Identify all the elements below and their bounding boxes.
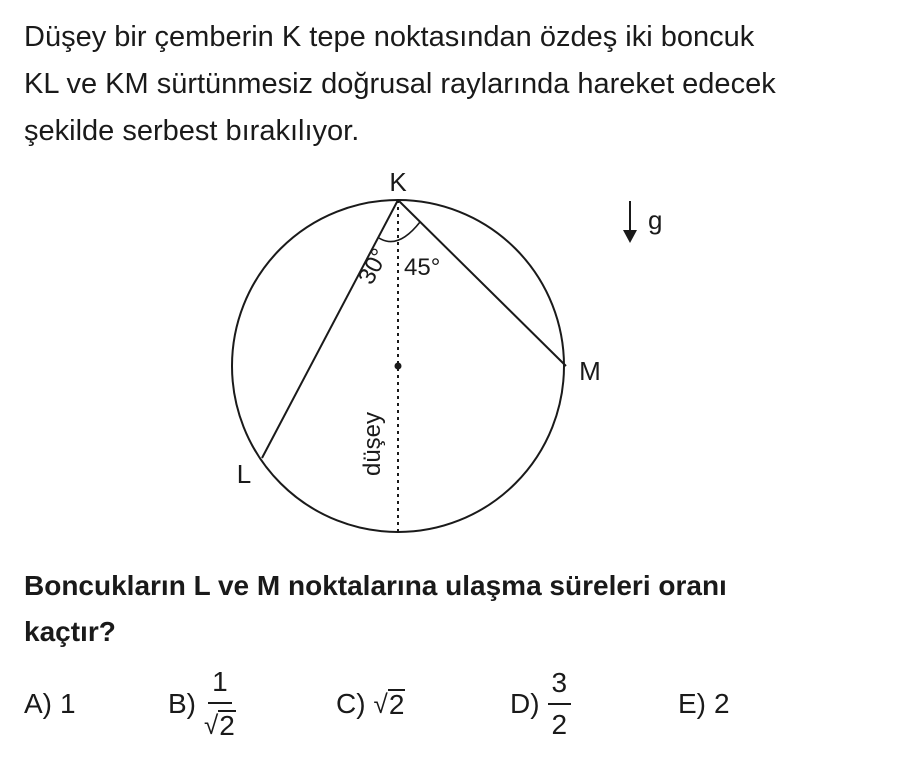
option-e-value: 2 <box>714 688 730 719</box>
option-b-denominator <box>204 704 236 740</box>
option-d-letter: D) <box>510 688 540 719</box>
option-d[interactable] <box>510 660 571 748</box>
option-b-fraction <box>204 668 236 740</box>
option-b[interactable] <box>168 660 236 748</box>
answer-options <box>0 660 898 760</box>
gravity-label: g <box>648 205 663 235</box>
question-line-2: kaçtır? <box>24 616 116 647</box>
option-e[interactable] <box>678 660 730 748</box>
option-b-letter: B) <box>168 688 196 719</box>
option-c-letter: C) <box>336 688 366 719</box>
gravity-arrow-icon <box>623 201 637 243</box>
option-a-letter: A) <box>24 688 52 719</box>
option-c-sqrt <box>374 689 406 719</box>
question-text <box>24 563 884 655</box>
label-M: M <box>579 356 601 386</box>
option-b-radicand: 2 <box>219 710 235 741</box>
option-c[interactable] <box>336 660 405 748</box>
angle-label-45: 45° <box>404 254 441 281</box>
angle-label-30: 30° <box>352 244 394 289</box>
circle-diagram <box>0 160 898 545</box>
option-d-denominator: 2 <box>551 709 568 740</box>
option-a[interactable] <box>24 660 76 748</box>
sqrt-icon: √ <box>373 689 388 719</box>
intro-line-2: KL ve KM sürtünmesiz doğrusal raylarında hareket edecek <box>24 68 776 100</box>
option-e-letter: E) <box>678 688 706 719</box>
question-line-1: Boncukların L ve M noktalarına ulaşma süreleri oranı <box>24 570 727 601</box>
option-d-numerator: 3 <box>548 669 572 705</box>
vertical-label: düşey <box>359 411 386 477</box>
sqrt-icon: √ <box>204 710 219 740</box>
intro-line-1: Düşey bir çemberin K tepe noktasından özdeş iki boncuk <box>24 21 755 53</box>
option-a-value: 1 <box>60 688 76 719</box>
problem-intro <box>24 14 884 155</box>
circle-center <box>395 363 402 370</box>
option-d-fraction <box>548 669 572 739</box>
option-b-numerator: 1 <box>208 668 232 704</box>
option-b-sqrt <box>204 710 236 740</box>
intro-line-3: şekilde serbest bırakılıyor. <box>24 115 360 147</box>
label-L: L <box>236 459 252 489</box>
label-K: K <box>389 167 407 197</box>
option-c-radicand: 2 <box>388 689 405 720</box>
